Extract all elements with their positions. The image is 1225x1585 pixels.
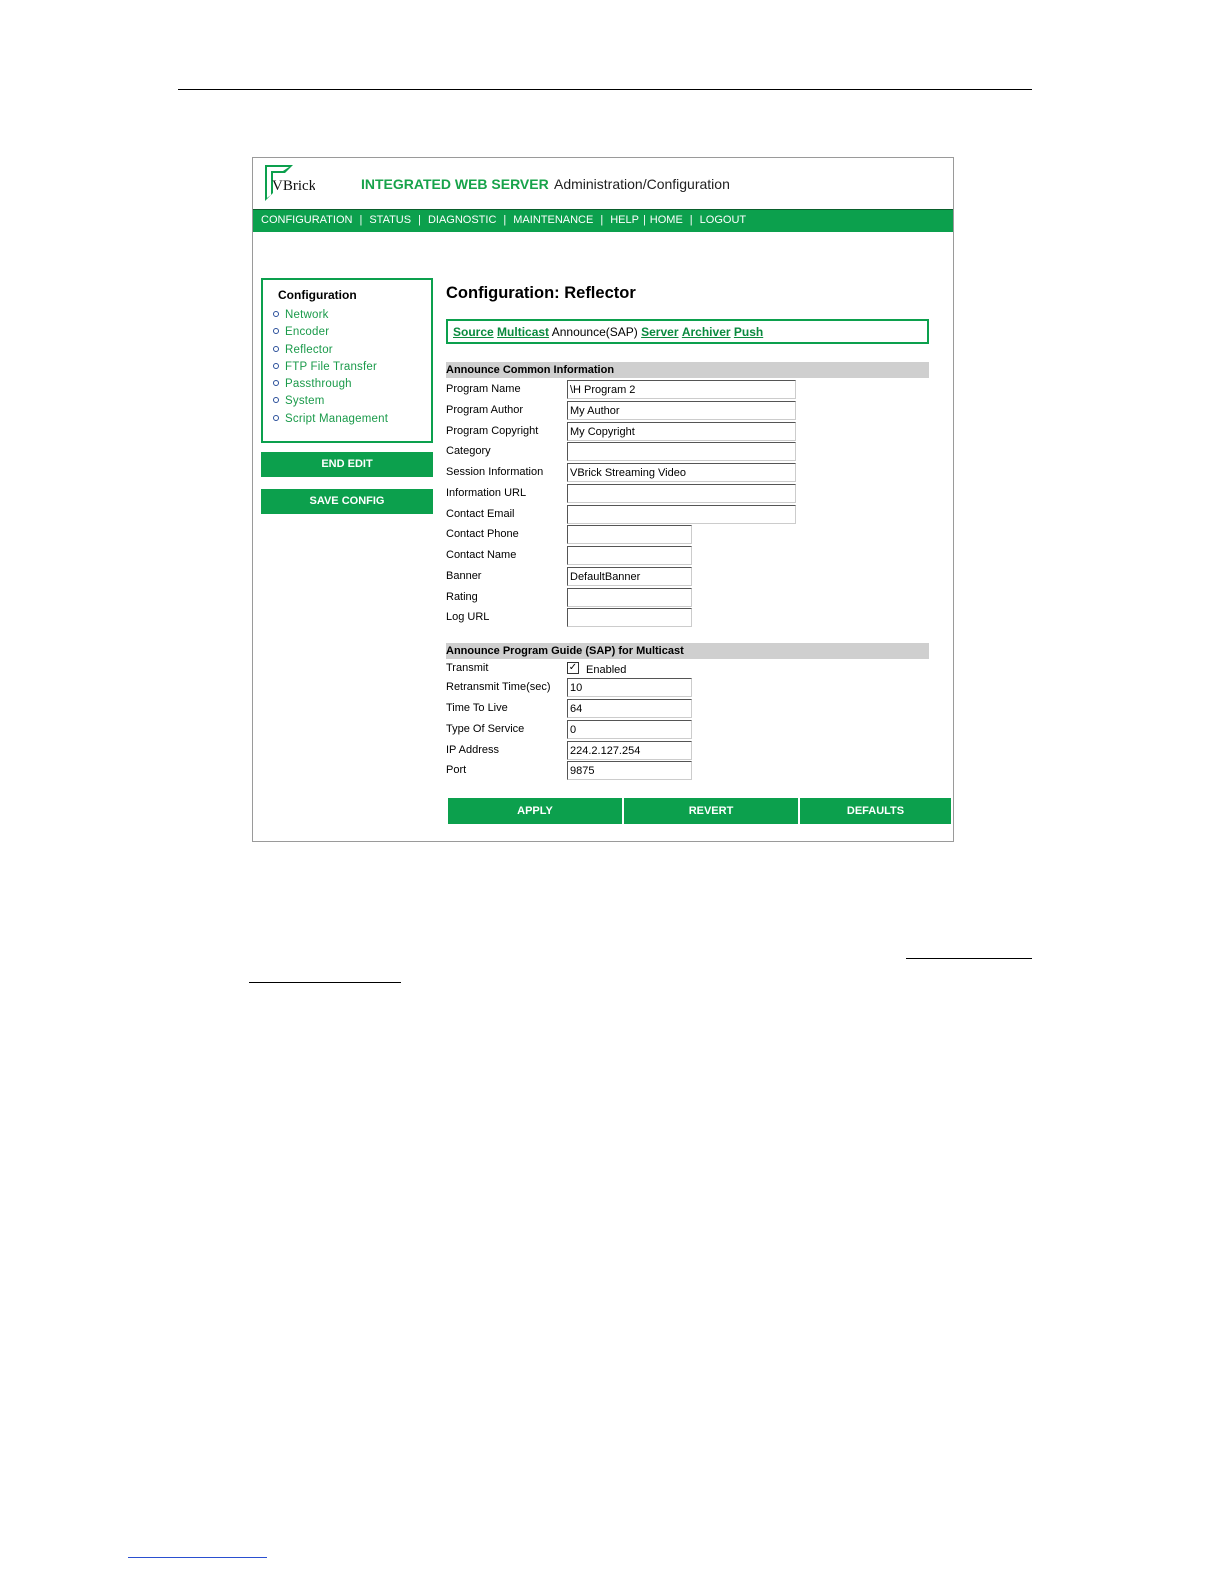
retransmit-time-input[interactable] [567, 678, 692, 697]
port-input[interactable] [567, 761, 692, 780]
section-header-sap: Announce Program Guide (SAP) for Multicast [446, 643, 929, 659]
sidebar-item-encoder[interactable]: Encoder [273, 326, 388, 343]
nav-help[interactable]: HELP [610, 214, 639, 226]
bullet-icon [273, 328, 279, 334]
app-title: INTEGRATED WEB SERVER [361, 176, 549, 192]
defaults-button[interactable]: DEFAULTS [800, 798, 951, 824]
field-label: Rating [446, 591, 478, 603]
sidebar-item-network[interactable]: Network [273, 309, 388, 326]
nav-logout[interactable]: LOGOUT [699, 214, 747, 226]
bullet-icon [273, 397, 279, 403]
checkbox-label: Enabled [586, 664, 627, 676]
bullet-icon [273, 346, 279, 352]
section-header-common: Announce Common Information [446, 362, 929, 378]
bullet-icon [273, 380, 279, 386]
svg-text:VBrick: VBrick [272, 178, 315, 194]
nav-status[interactable]: STATUS [369, 214, 412, 226]
field-label: Program Author [446, 404, 524, 416]
field-label: Banner [446, 570, 482, 582]
nav-separator: | [689, 214, 693, 226]
contact-email-input[interactable] [567, 505, 796, 524]
field-label: Type Of Service [446, 723, 525, 735]
contact-phone-input[interactable] [567, 525, 692, 544]
program-name-input[interactable] [567, 380, 796, 399]
log-url-input[interactable] [567, 608, 692, 627]
field-label: Category [446, 445, 491, 457]
page-header-rule [178, 89, 1032, 90]
sidebar-list [273, 309, 388, 430]
sidebar-item-system[interactable]: System [273, 395, 388, 412]
contact-name-input[interactable] [567, 546, 692, 565]
nav-separator: | [600, 214, 604, 226]
sidebar-item-script-management[interactable]: Script Management [273, 413, 388, 430]
field-label: Port [446, 764, 467, 776]
tab-multicast[interactable]: Multicast [497, 325, 550, 339]
sidebar-item-passthrough[interactable]: Passthrough [273, 378, 388, 395]
ip-address-input[interactable] [567, 741, 692, 760]
tab-push[interactable]: Push [733, 325, 764, 339]
vbrick-logo [263, 163, 315, 203]
revert-button[interactable]: REVERT [624, 798, 798, 824]
field-label: Time To Live [446, 702, 508, 714]
document-link-underline[interactable] [906, 958, 1032, 959]
field-label: Session Information [446, 466, 544, 478]
apply-button[interactable]: APPLY [448, 798, 622, 824]
nav-separator: | [418, 214, 421, 226]
field-label: IP Address [446, 744, 499, 756]
bullet-icon [273, 415, 279, 421]
field-label: Information URL [446, 487, 527, 499]
end-edit-button[interactable]: END EDIT [261, 452, 433, 477]
app-subtitle: Administration/Configuration [554, 176, 730, 192]
field-label: Program Name [446, 383, 521, 395]
session-information-input[interactable] [567, 463, 796, 482]
save-config-button[interactable]: SAVE CONFIG [261, 489, 433, 514]
reflector-tabs [446, 319, 929, 344]
tab-announce-sap: Announce(SAP) [551, 325, 638, 339]
field-label: Contact Name [446, 549, 517, 561]
sidebar-menu [261, 278, 433, 443]
tab-server[interactable]: Server [641, 325, 679, 339]
program-copyright-input[interactable] [567, 422, 796, 441]
top-nav-bar [253, 209, 953, 232]
bullet-icon [273, 363, 279, 369]
sidebar-item-reflector[interactable]: Reflector [273, 344, 388, 361]
sidebar-title: Configuration [278, 288, 357, 302]
field-label: Contact Phone [446, 528, 519, 540]
sidebar-item-ftp-file-transfer[interactable]: FTP File Transfer [273, 361, 388, 378]
program-author-input[interactable] [567, 401, 796, 420]
nav-separator: | [503, 214, 507, 226]
tab-archiver[interactable]: Archiver [681, 325, 731, 339]
nav-diagnostic[interactable]: DIAGNOSTIC [427, 214, 497, 226]
category-input[interactable] [567, 442, 796, 461]
field-label: Program Copyright [446, 425, 539, 437]
field-label: Transmit [446, 662, 489, 674]
type-of-service-input[interactable] [567, 720, 692, 739]
field-label: Contact Email [446, 508, 515, 520]
time-to-live-input[interactable] [567, 699, 692, 718]
field-label: Retransmit Time(sec) [446, 681, 551, 693]
nav-home[interactable]: HOME [649, 214, 683, 226]
information-url-input[interactable] [567, 484, 796, 503]
field-label: Log URL [446, 611, 490, 623]
nav-maintenance[interactable]: MAINTENANCE [513, 214, 594, 226]
nav-configuration[interactable]: CONFIGURATION [261, 214, 353, 226]
bullet-icon [273, 311, 279, 317]
tab-source[interactable]: Source [453, 325, 494, 339]
banner-input[interactable] [567, 567, 692, 586]
web-server-window [252, 157, 954, 842]
page-title: Configuration: Reflector [446, 284, 636, 302]
nav-separator: | [359, 214, 363, 226]
footer-link-underline[interactable] [128, 1557, 267, 1558]
rating-input[interactable] [567, 588, 692, 607]
nav-separator: | [642, 214, 646, 226]
document-link-underline[interactable] [249, 982, 401, 983]
transmit-enabled-checkbox[interactable]: ✓ [568, 662, 578, 673]
